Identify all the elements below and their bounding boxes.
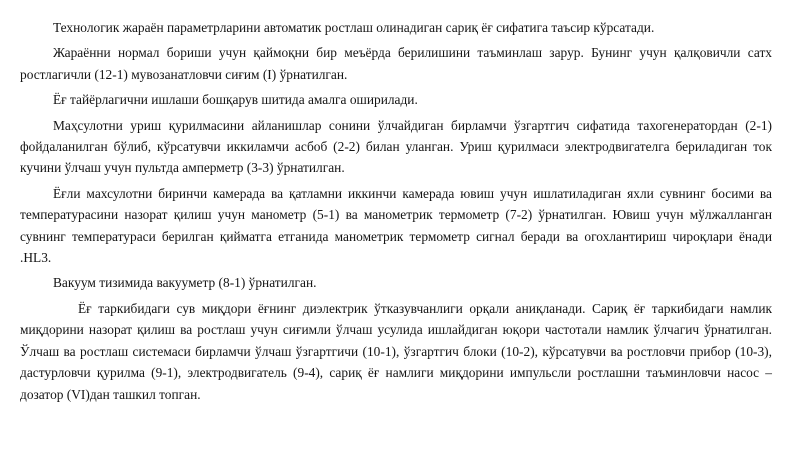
paragraph-5: Ёғли махсулотни биринчи камерада ва қатламни иккинчи камерада ювиш учун ишлатиладиган яхли сувнинг босими ва температурасини назорат қилиш учун манометр (5-1) ва манометрик термометр (7-2) ўрнатилган. Ювиш учун мўлжалланган сувнинг температураси берилган қийматга етганида манометрик термометр сигнал беради ва огохлантириш чироқлари ёнади .HL3. — [20, 185, 772, 266]
paragraph-3: Ёғ тайёрлагични ишлаши бошқарув шитида амалга оширилади. — [53, 92, 418, 108]
paragraph-6: Вакуум тизимида вакууметр (8-1) ўрнатилган. — [53, 275, 317, 291]
paragraph-4: Маҳсулотни уриш қурилмасини айланишлар сонини ўлчайдиган бирламчи ўзгартгич сифатида тахогенератордан (2-1) фойдаланилган бўлиб, кўрсатувчи иккиламчи асбоб (2-2) билан уланган. Уриш қурилмаси электродвигателга бериладиган ток кучини ўлчаш учун пультда амперметр (3-3) ўрнатилган. — [20, 117, 772, 176]
paragraph-2: Жараённи нормал бориши учун қаймоқни бир меъёрда берилишини таъминлаш зарур. Бунинг учун қалқовичли сатх ростлагичли (12-1) мувозанатловчи сиғим (I) ўрнатилган. — [20, 45, 772, 82]
paragraph-7: Ёғ таркибидаги сув миқдори ёғнинг диэлектрик ўтказувчанлиги орқали аниқланади. Сариқ ёғ таркибидаги намлик миқдорини назорат қилиш ва ростлаш учун сиғимли ўлчаш усулида ишлайдиган юқори частотали намлик ўлчагич ўрнатилган. Ўлчаш ва ростлаш системаси бирламчи ўлчаш ўзгартгичи (10-1), ўзгартгич блоки (10-2), кўрсатувчи ва ростловчи прибор (10-3), дастурловчи қурилма (9-1), электродвигатель (9-4), сариқ ёғ намлиги миқдорини импульсли ростлашни таъминловчи насос –дозатор (VI)дан ташкил топган. — [20, 300, 772, 402]
paragraph-1: Технологик жараён параметрларини автоматик ростлаш олинадиган сариқ ёғ сифатига таъсир кўрсатади. — [53, 20, 655, 35]
